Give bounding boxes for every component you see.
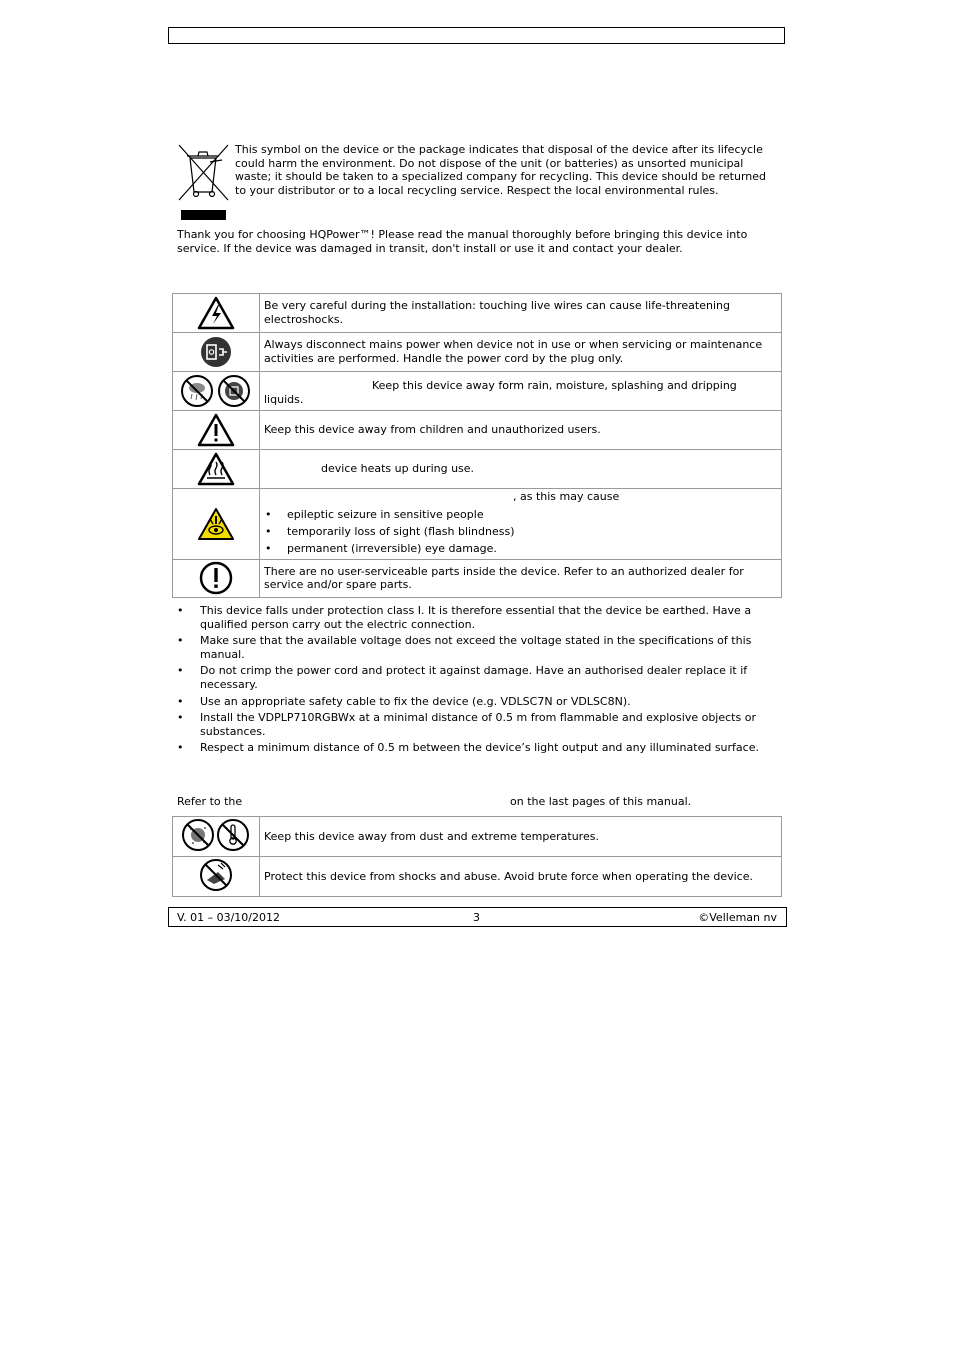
safety-icon-cell [173, 411, 260, 450]
refer-end: on the last pages of this manual. [510, 795, 692, 808]
general-row [173, 817, 782, 857]
safety-row [173, 333, 782, 372]
general-guidelines-table [172, 816, 782, 897]
general-text: Protect this device from shocks and abuse. Avoid brute force when operating the device. [260, 857, 782, 897]
safety-row [173, 372, 782, 411]
list-item: • epileptic seizure in sensitive people [264, 506, 775, 523]
general-text: Keep this device away from dust and extreme temperatures. [260, 817, 782, 857]
eye-damage-warning-icon [196, 506, 236, 542]
general-row [173, 857, 782, 897]
list-item: • Respect a minimum distance of 0.5 m between the device’s light output and any illuminated surface. [177, 741, 777, 755]
instruction-list [177, 604, 777, 758]
general-icon-cell [173, 817, 260, 857]
safety-row [173, 294, 782, 333]
safety-icon-cell [173, 294, 260, 333]
eye-damage-list [264, 506, 775, 557]
page-number: 3 [473, 911, 480, 924]
list-item: • Install the VDPLP710RGBWx at a minimal distance of 0.5 m from flammable and explosive objects or substances. [177, 711, 777, 738]
safety-row [173, 489, 782, 560]
safety-text: Be very careful during the installation: touching live wires can cause life-threatening electroshocks. [260, 294, 782, 333]
safety-icon-cell [173, 372, 260, 411]
list-item: • Use an appropriate safety cable to fix the device (e.g. VDLSC7N or VDLSC8N). [177, 695, 777, 709]
no-shocks-icon [198, 857, 234, 893]
safety-text: Always disconnect mains power when device not in use or when servicing or maintenance activities are performed. Handle the power cord by the plug only. [260, 333, 782, 372]
safety-row [173, 450, 782, 489]
safety-text: device heats up during use. [260, 450, 782, 489]
safety-row [173, 559, 782, 597]
disconnect-mains-icon [199, 335, 233, 369]
page-footer [168, 907, 787, 927]
footer-copyright: ©Velleman nv [698, 911, 777, 924]
safety-text-cell: , as this may cause • epileptic seizure in sensitive people • temporarily loss of sight (flash blindness) • permanent (irreversible) eye damage. [260, 489, 782, 560]
general-warning-icon [196, 412, 236, 448]
list-item: • Make sure that the available voltage does not exceed the voltage stated in the specifications of this manual. [177, 634, 777, 661]
refer-start: Refer to the [177, 795, 243, 808]
safety-text: Keep this device away form rain, moisture, splashing and dripping liquids. [260, 372, 782, 411]
intro-thanks: Thank you for choosing HQPower™! Please read the manual thoroughly before bringing this device into service. If the device was damaged in transit, don't install or use it and contact your dealer. [177, 228, 748, 255]
safety-icon-cell [173, 559, 260, 597]
no-rain-no-moisture-icon [179, 373, 253, 409]
list-item: • Do not crimp the power cord and protect it against damage. Have an authorised dealer replace it if necessary. [177, 664, 777, 691]
list-item: • permanent (irreversible) eye damage. [264, 540, 775, 557]
hot-surface-warning-icon [196, 451, 236, 487]
exclamation-circle-icon [198, 560, 234, 596]
safety-icon-cell [173, 450, 260, 489]
safety-text: There are no user-serviceable parts inside the device. Refer to an authorized dealer for service and/or spare parts. [260, 559, 782, 597]
weee-crossed-bin-icon [176, 142, 232, 222]
electric-shock-warning-icon [196, 295, 236, 331]
warranty-reference [177, 795, 777, 809]
footer-version: V. 01 – 03/10/2012 [177, 911, 280, 924]
safety-icon-cell [173, 333, 260, 372]
safety-icon-cell [173, 489, 260, 560]
weee-notice: This symbol on the device or the package indicates that disposal of the device after its lifecycle could harm the environment. Do not dispose of the unit (or batteries) as unsorted municipal waste; it should be taken to a specialized company for recycling. This device should be returned to your distributor or to a local recycling service. Respect the local environmental rules. [235, 143, 767, 197]
list-item: • temporarily loss of sight (flash blindness) [264, 523, 775, 540]
safety-row [173, 411, 782, 450]
list-item: • This device falls under protection class I. It is therefore essential that the device be earthed. Have a qualified person carry out the electric connection. [177, 604, 777, 631]
safety-text: Keep this device away from children and unauthorized users. [260, 411, 782, 450]
no-dust-no-extreme-temperature-icon [181, 817, 251, 853]
safety-table [172, 293, 782, 598]
general-icon-cell [173, 857, 260, 897]
header-box [168, 27, 785, 44]
